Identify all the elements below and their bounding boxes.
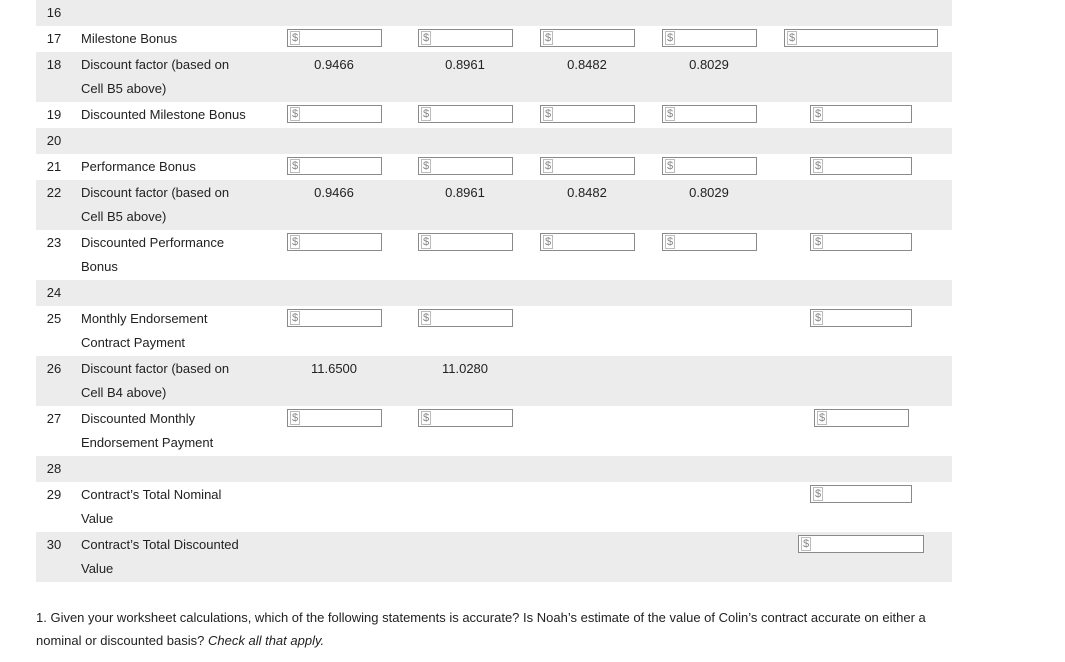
table-row <box>36 128 952 154</box>
row-label: Discount factor (based on Cell B5 above) <box>81 185 230 224</box>
table-row <box>36 280 952 306</box>
total-discounted-value-input[interactable] <box>798 535 924 553</box>
discounted-monthly-y2-input[interactable] <box>418 409 513 427</box>
row-number: 28 <box>46 461 62 476</box>
table-row <box>36 482 952 532</box>
dollar-sign-icon: $ <box>423 108 430 120</box>
discount-factor-value: 0.8961 <box>445 185 485 200</box>
milestone-bonus-y4-input[interactable] <box>662 29 757 47</box>
row-number: 16 <box>46 5 62 20</box>
dollar-sign-icon: $ <box>423 236 430 248</box>
question-text: 1. Given your worksheet calculations, which of the following statements is accurate? Is Noah’s estimate of the value of Colin’s contract accurate on either a nominal or discounted basis? <box>36 610 926 648</box>
discounted-performance-y3-input[interactable] <box>540 233 635 251</box>
performance-bonus-y2-input[interactable] <box>418 157 513 175</box>
discounted-milestone-y3-input[interactable] <box>540 105 635 123</box>
performance-bonus-y1-input[interactable] <box>287 157 382 175</box>
row-label: Monthly Endorsement Contract Payment <box>81 311 208 350</box>
table-row <box>36 0 952 26</box>
table-row <box>36 356 952 406</box>
dollar-sign-icon: $ <box>292 312 299 324</box>
discounted-milestone-total-input[interactable] <box>810 105 912 123</box>
discounted-performance-y1-input[interactable] <box>287 233 382 251</box>
discount-factor-value: 0.8482 <box>567 57 607 72</box>
row-number: 17 <box>46 31 62 46</box>
dollar-sign-icon: $ <box>815 160 822 172</box>
dollar-sign-icon: $ <box>815 108 822 120</box>
row-label: Contract’s Total Discounted Value <box>81 537 239 576</box>
dollar-sign-icon: $ <box>292 108 299 120</box>
dollar-sign-icon: $ <box>423 32 430 44</box>
dollar-sign-icon: $ <box>803 538 810 550</box>
dollar-sign-icon: $ <box>423 160 430 172</box>
dollar-sign-icon: $ <box>292 32 299 44</box>
discount-factor-value: 0.9466 <box>314 185 354 200</box>
total-nominal-value-input[interactable] <box>810 485 912 503</box>
question-instruction: Check all that apply. <box>208 633 325 648</box>
dollar-sign-icon: $ <box>292 160 299 172</box>
table-row <box>36 52 952 102</box>
discount-factor-value: 0.8029 <box>689 185 729 200</box>
dollar-sign-icon: $ <box>545 236 552 248</box>
discount-factor-value: 11.6500 <box>310 361 358 376</box>
dollar-sign-icon: $ <box>667 32 674 44</box>
table-row <box>36 230 952 280</box>
discount-factor-value: 11.0280 <box>441 361 489 376</box>
table-row <box>36 306 952 356</box>
row-label: Contract’s Total Nominal Value <box>81 487 222 526</box>
dollar-sign-icon: $ <box>545 32 552 44</box>
row-label: Discount factor (based on Cell B5 above) <box>81 57 230 96</box>
dollar-sign-icon: $ <box>667 108 674 120</box>
row-number: 22 <box>46 185 62 200</box>
row-number: 27 <box>46 411 62 426</box>
row-label: Discounted Milestone Bonus <box>81 107 246 122</box>
discounted-milestone-y2-input[interactable] <box>418 105 513 123</box>
dollar-sign-icon: $ <box>815 236 822 248</box>
performance-bonus-total-input[interactable] <box>810 157 912 175</box>
dollar-sign-icon: $ <box>423 312 430 324</box>
dollar-sign-icon: $ <box>545 160 552 172</box>
row-label: Performance Bonus <box>81 159 196 174</box>
dollar-sign-icon: $ <box>292 412 299 424</box>
dollar-sign-icon: $ <box>667 160 674 172</box>
row-label: Discount factor (based on Cell B4 above) <box>81 361 230 400</box>
table-row <box>36 180 952 230</box>
discount-factor-value: 0.9466 <box>314 57 354 72</box>
discounted-performance-y4-input[interactable] <box>662 233 757 251</box>
milestone-bonus-total-input[interactable] <box>784 29 938 47</box>
dollar-sign-icon: $ <box>667 236 674 248</box>
table-row <box>36 532 952 582</box>
performance-bonus-y3-input[interactable] <box>540 157 635 175</box>
question-prompt <box>36 606 956 652</box>
row-number: 20 <box>46 133 62 148</box>
dollar-sign-icon: $ <box>292 236 299 248</box>
milestone-bonus-y2-input[interactable] <box>418 29 513 47</box>
row-number: 30 <box>46 537 62 552</box>
milestone-bonus-y1-input[interactable] <box>287 29 382 47</box>
discount-factor-value: 0.8961 <box>445 57 485 72</box>
dollar-sign-icon: $ <box>815 488 822 500</box>
table-row <box>36 102 952 128</box>
monthly-endorsement-total-input[interactable] <box>810 309 912 327</box>
discounted-performance-y2-input[interactable] <box>418 233 513 251</box>
monthly-endorsement-y1-input[interactable] <box>287 309 382 327</box>
milestone-bonus-y3-input[interactable] <box>540 29 635 47</box>
table-row <box>36 406 952 456</box>
row-number: 26 <box>46 361 62 376</box>
dollar-sign-icon: $ <box>423 412 430 424</box>
performance-bonus-y4-input[interactable] <box>662 157 757 175</box>
dollar-sign-icon: $ <box>819 412 826 424</box>
monthly-endorsement-y2-input[interactable] <box>418 309 513 327</box>
dollar-sign-icon: $ <box>789 32 796 44</box>
row-number: 18 <box>46 57 62 72</box>
row-number: 19 <box>46 107 62 122</box>
row-number: 23 <box>46 235 62 250</box>
row-number: 29 <box>46 487 62 502</box>
discounted-monthly-y1-input[interactable] <box>287 409 382 427</box>
row-number: 24 <box>46 285 62 300</box>
row-label: Discounted Performance Bonus <box>81 235 225 274</box>
discounted-milestone-y4-input[interactable] <box>662 105 757 123</box>
row-number: 21 <box>46 159 62 174</box>
discounted-performance-total-input[interactable] <box>810 233 912 251</box>
row-number: 25 <box>46 311 62 326</box>
dollar-sign-icon: $ <box>545 108 552 120</box>
discounted-milestone-y1-input[interactable] <box>287 105 382 123</box>
table-row <box>36 456 952 482</box>
table-row <box>36 154 952 180</box>
row-label: Milestone Bonus <box>81 31 178 46</box>
dollar-sign-icon: $ <box>815 312 822 324</box>
row-label: Discounted Monthly Endorsement Payment <box>81 411 214 450</box>
discount-factor-value: 0.8482 <box>567 185 607 200</box>
discount-factor-value: 0.8029 <box>689 57 729 72</box>
table-row <box>36 26 952 52</box>
discounted-monthly-total-input[interactable] <box>814 409 909 427</box>
